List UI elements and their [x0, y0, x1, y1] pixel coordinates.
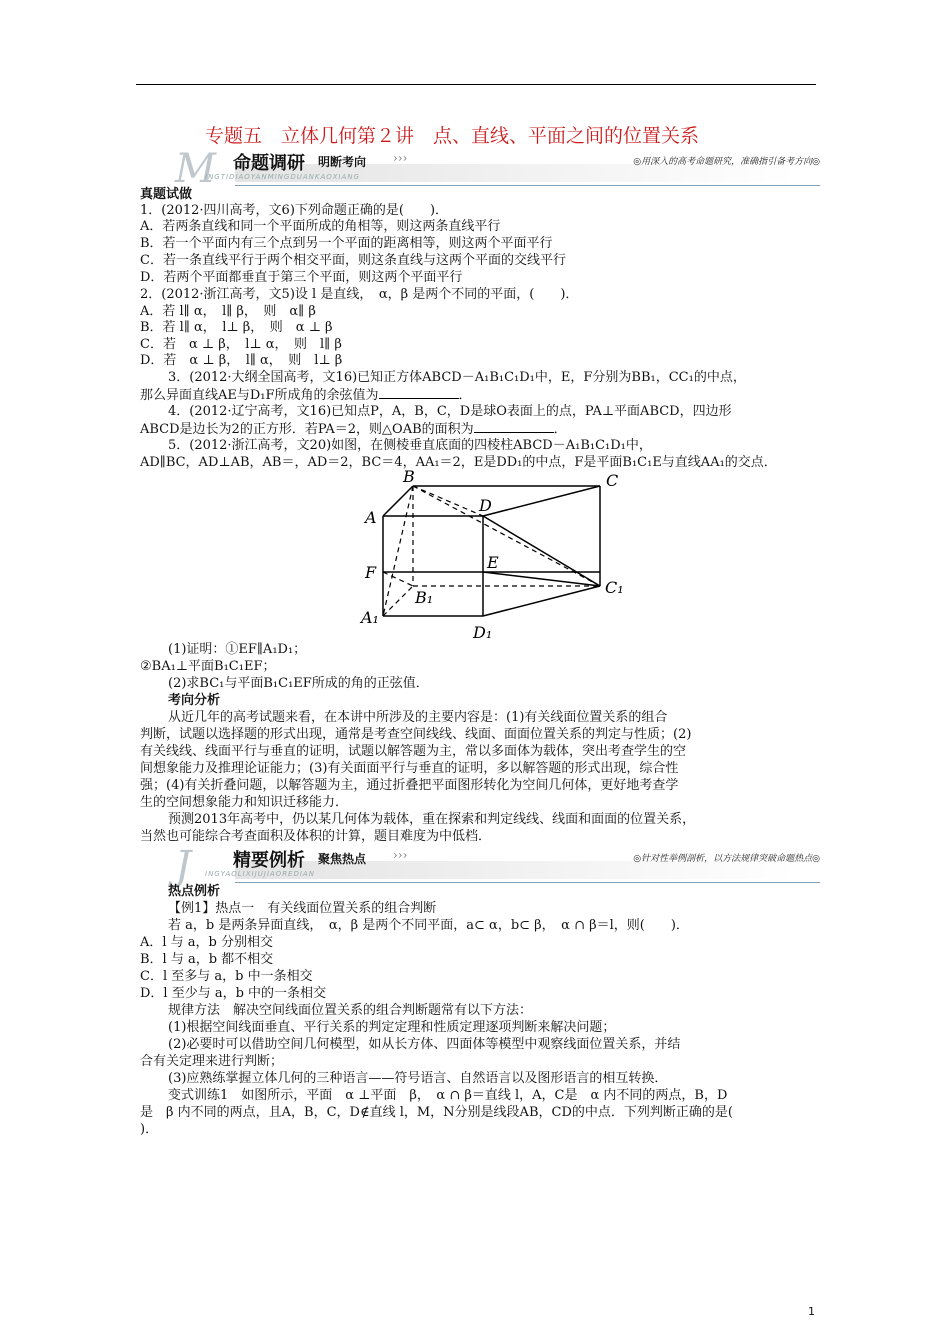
label-A: A: [365, 508, 377, 527]
banner-tagline: ◎针对性举例剖析，以方法规律突破命题热点◎: [633, 854, 820, 864]
text-line: 变式训练1 如图所示，平面 α ⊥平面 β， α ∩ β＝直线 l，A，C是 α 内不同的两点，B，D: [168, 1088, 728, 1103]
text-line: [140, 387, 472, 404]
text-line: D．若两个平面都垂直于第三个平面，则这两个平面平行: [140, 270, 463, 285]
header-rule: [136, 84, 816, 85]
text-fragment: 那么异面直线AE与D₁F所成角的余弦值为: [140, 388, 379, 403]
text-line: (3)应熟练掌握立体几何的三种语言——符号语言、自然语言以及图形语言的相互转换．: [168, 1071, 668, 1086]
text-line: 预测2013年高考中，仍以某几何体为载体，重在探索和判定线线、线面和面面的位置关系，: [168, 812, 696, 827]
text-line: 生的空间想象能力和知识迁移能力．: [140, 795, 349, 810]
text-fragment: ABCD是边长为2的正方形．若PA＝2，则△OAB的面积为: [140, 422, 474, 437]
text-line: A．若 l∥ α， l∥ β， 则 α∥ β: [140, 304, 316, 319]
label-D: D: [479, 496, 492, 515]
text-line: 合有关定理来进行判断；: [140, 1054, 284, 1069]
banner-pinyin: INGYAOLIXIJUJIAOREDIAN: [205, 870, 315, 878]
banner-mingti: [175, 146, 820, 192]
text-line: D．l 至少与 a，b 中的一条相交: [140, 986, 327, 1001]
heading-redian: 热点例析: [168, 884, 221, 899]
text-line: 规律方法 解决空间线面位置关系的组合判断题常有以下方法：: [168, 1003, 533, 1018]
text-line: 间想象能力及推理论证能力；(3)有关面面平行与垂直的证明，多以解答题的形式出现，综合性: [140, 761, 679, 776]
banner-sub: 明断考向: [318, 155, 367, 169]
text-line: A．l 与 a，b 分别相交: [140, 935, 274, 950]
text-line: 从近几年的高考试题来看，在本讲中所涉及的主要内容是：(1)有关线面位置关系的组合: [168, 710, 668, 725]
text-line: B．若 l∥ α， l⊥ β， 则 α ⊥ β: [140, 320, 333, 335]
text-line: AD∥BC，AD⊥AB，AB＝，AD＝2，BC＝4，AA₁＝2，E是DD₁的中点，F是平面B₁C₁E与直线AA₁的交点．: [140, 455, 777, 470]
label-D1: D₁: [473, 623, 493, 642]
chevron-icon: ›››: [393, 848, 408, 862]
text-line: 有关线线、线面平行与垂直的证明，试题以解答题为主，常以多面体为载体，突出考查学生的空: [140, 744, 687, 759]
text-line: B．若一个平面内有三个点到另一个平面的距离相等，则这两个平面平行: [140, 236, 553, 251]
text-line: )．: [140, 1122, 159, 1137]
answer-blank: [474, 421, 554, 433]
text-line: B．l 与 a，b 都不相交: [140, 952, 274, 967]
answer-blank: [379, 387, 459, 399]
label-C: C: [606, 471, 619, 490]
banner-tagline: ◎用深入的高考命题研究，准确指引备考方向◎: [633, 157, 820, 167]
heading-zhenti: 真题试做: [140, 187, 193, 202]
banner-line: [235, 882, 820, 883]
label-B1: B₁: [415, 588, 434, 607]
page-title: 专题五 立体几何第２讲 点、直线、平面之间的位置关系: [205, 125, 700, 147]
text-line: (2)必要时可以借助空间几何模型，如从长方体、四面体等模型中观察线面位置关系，并结: [168, 1037, 681, 1052]
banner-name: 命题调研: [233, 153, 305, 174]
page-number: 1: [808, 1305, 815, 1318]
banner-letter: J: [175, 843, 188, 889]
text-line: (1)证明：①EF∥A₁D₁；: [168, 642, 307, 657]
text-line: [140, 421, 567, 438]
text-line: 强；(4)有关折叠问题，以解答题为主，通过折叠把平面图形转化为空间几何体，更好地考查学: [140, 778, 679, 793]
text-line: 若 a，b 是两条异面直线， α，β 是两个不同平面，a⊂ α，b⊂ β， α ∩ β＝l，则( )．: [168, 918, 689, 933]
banner-line: [235, 185, 820, 186]
text-line: 当然也可能综合考查面积及体积的计算，题目难度为中低档．: [140, 829, 492, 844]
text-line: (2)求BC₁与平面B₁C₁EF所成的角的正弦值．: [168, 676, 429, 691]
banner-letter: M: [175, 146, 212, 192]
text-line: ②BA₁⊥平面B₁C₁EF；: [140, 659, 276, 674]
text-line: 1．(2012·四川高考，文6)下列命题正确的是( )．: [140, 203, 449, 218]
text-line: (1)根据空间线面垂直、平行关系的判定定理和性质定理逐项判断来解决问题；: [168, 1020, 616, 1035]
text-line: 2．(2012·浙江高考，文5)设 l 是直线， α，β 是两个不同的平面，( )．: [140, 287, 579, 302]
label-F: F: [365, 563, 377, 582]
text-line: A．若两条直线和同一个平面所成的角相等，则这两条直线平行: [140, 219, 501, 234]
label-A1: A₁: [361, 608, 379, 627]
text-line: 判断，试题以选择题的形式出现，通常是考查空间线线、线面、面面位置关系的判定与性质；(2): [140, 727, 692, 742]
heading-kaoxiang: 考向分析: [168, 693, 221, 708]
chevron-icon: ›››: [393, 151, 408, 165]
text-line: 是 β 内不同的两点，且A，B，C，D∉直线 l，M，N分别是线段AB，CD的中点．下列判断正确的是(: [140, 1105, 733, 1120]
text-line: C．l 至多与 a，b 中一条相交: [140, 969, 313, 984]
label-E: E: [487, 553, 499, 572]
text-line: 【例1】热点一 有关线面位置关系的组合判断: [168, 901, 437, 916]
banner-pinyin: INGTIDIAOYANMINGDUANKAOXIANG: [205, 173, 360, 181]
banner-sub: 聚焦热点: [318, 852, 367, 866]
text-line: C．若一条直线平行于两个相交平面，则这条直线与这两个平面的交线平行: [140, 253, 566, 268]
text-fragment: ．: [553, 422, 567, 437]
text-line: 4．(2012·辽宁高考，文16)已知点P，A，B，C，D是球O表面上的点，PA⊥平面ABCD，四边形: [168, 404, 732, 419]
text-line: D．若 α ⊥ β， l∥ α， 则 l⊥ β: [140, 353, 343, 368]
text-line: 3．(2012·大纲全国高考，文16)已知正方体ABCD－A₁B₁C₁D₁中，E，F分别为BB₁，CC₁的中点，: [168, 370, 746, 385]
text-fragment: ．: [458, 388, 472, 403]
banner-name: 精要例析: [233, 850, 305, 871]
banner-jingyao: [175, 843, 820, 889]
text-line: 5．(2012·浙江高考，文20)如图，在侧棱垂直底面的四棱柱ABCD－A₁B₁C₁D₁中，: [168, 438, 652, 453]
label-B: B: [403, 468, 415, 486]
prism-figure: [355, 468, 630, 643]
label-C1: C₁: [605, 578, 624, 597]
text-line: C．若 α ⊥ β， l⊥ α， 则 l∥ β: [140, 337, 342, 352]
